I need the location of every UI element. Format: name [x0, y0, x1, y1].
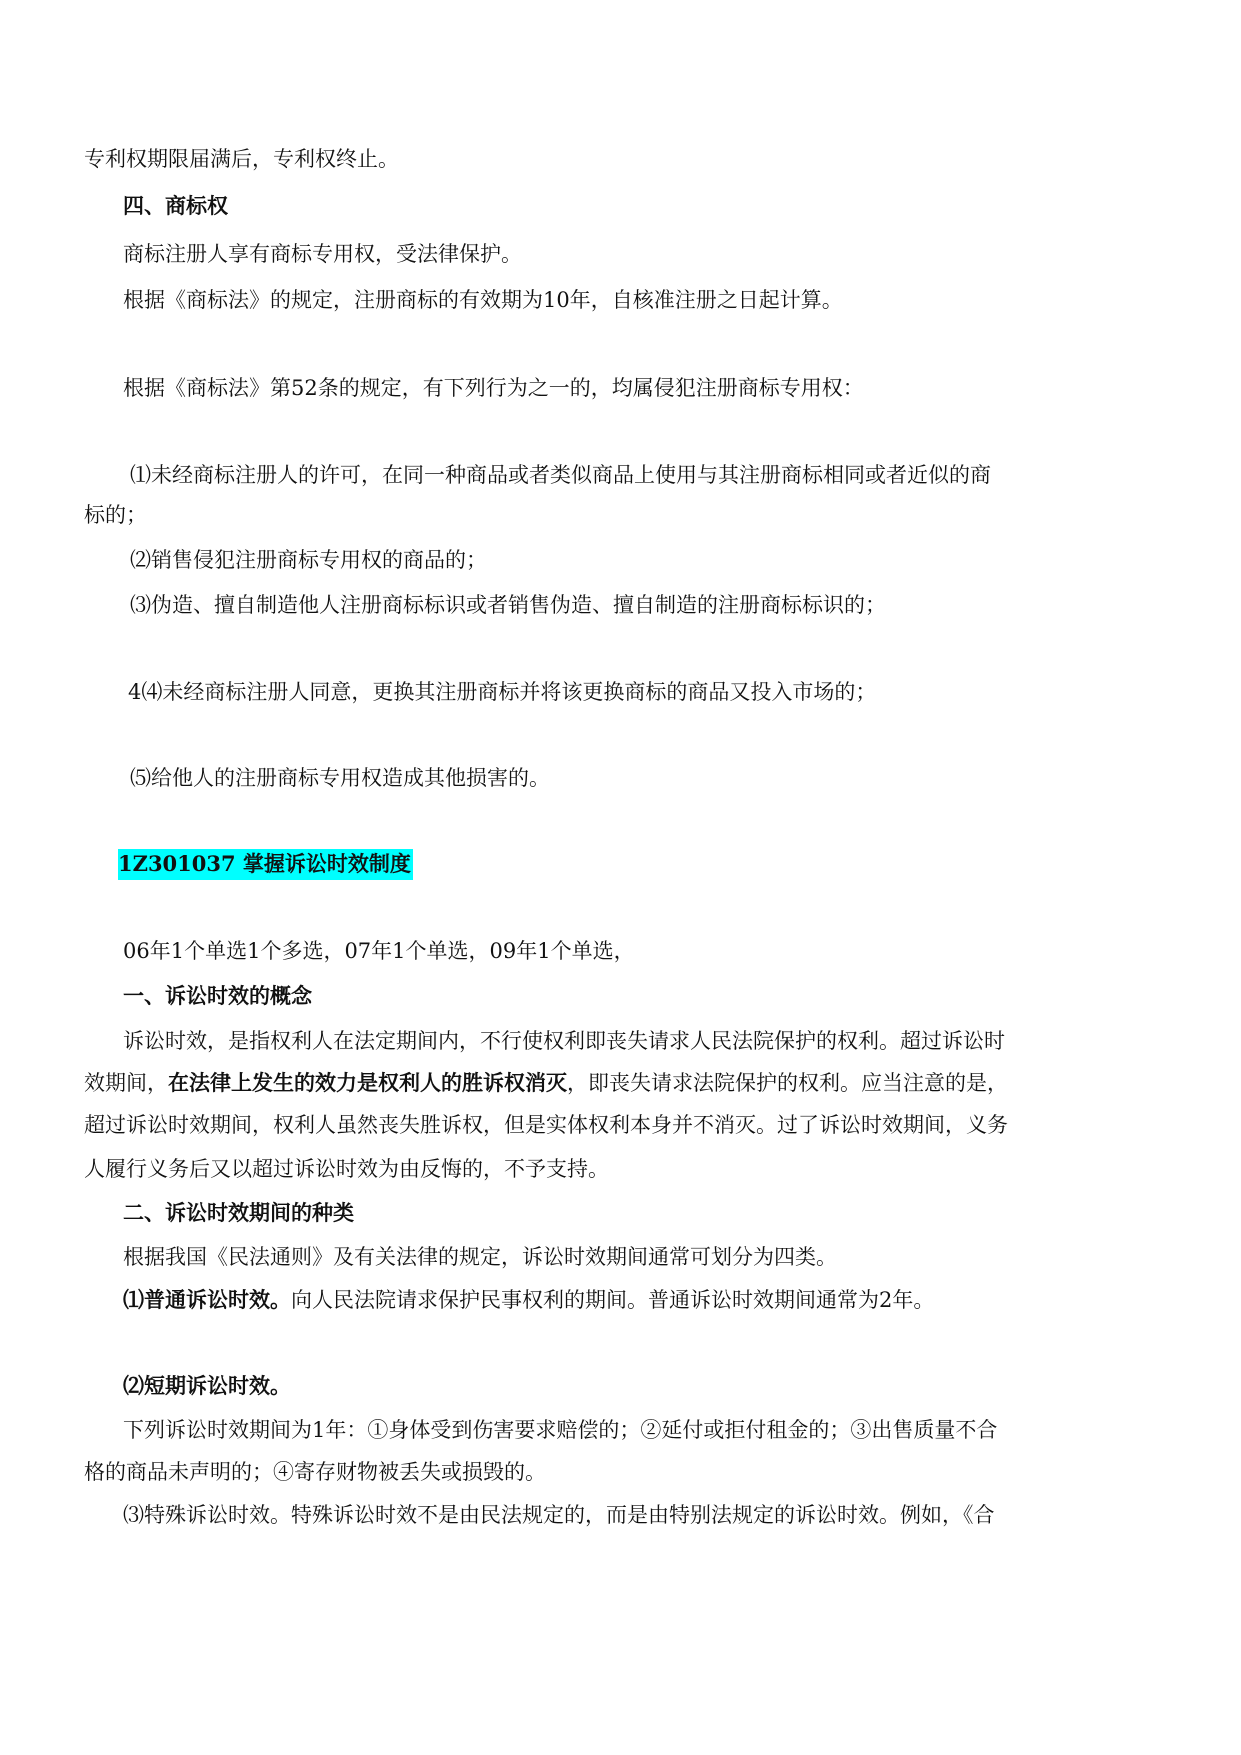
section-heading-trademark: 四、商标权: [123, 193, 228, 218]
paragraph-line: 诉讼时效，是指权利人在法定期间内，不行使权利即丧失请求人民法院保护的权利。超过诉讼时: [123, 1029, 1005, 1053]
paragraph-line: [123, 1285, 934, 1315]
paragraph-line: 下列诉讼时效期间为1年：①身体受到伤害要求赔偿的；②延付或拒付租金的；③出售质量不合: [123, 1418, 998, 1442]
list-item: ⑵销售侵犯注册商标专用权的商品的；: [130, 548, 487, 572]
section-heading-types: 二、诉讼时效期间的种类: [123, 1200, 354, 1225]
list-item: ⑶伪造、擅自制造他人注册商标标识或者销售伪造、擅自制造的注册商标标识的；: [130, 593, 886, 617]
bold-text-segment: 在法律上发生的效力是权利人的胜诉权消灭: [168, 1070, 567, 1095]
paragraph-line: 格的商品未声明的；④寄存财物被丢失或损毁的。: [84, 1460, 546, 1484]
highlighted-title-text: 1Z301037 掌握诉讼时效制度: [118, 849, 413, 880]
paragraph-line: ⑶特殊诉讼时效。特殊诉讼时效不是由民法规定的，而是由特别法规定的诉讼时效。例如，《合: [123, 1503, 995, 1527]
list-item-continuation: 标的；: [84, 503, 147, 527]
paragraph-line: 商标注册人享有商标专用权，受法律保护。: [123, 242, 522, 266]
list-item: ⑴未经商标注册人的许可，在同一种商品或者类似商品上使用与其注册商标相同或者近似的商: [130, 463, 991, 487]
paragraph-line: 根据《商标法》第52条的规定，有下列行为之一的，均属侵犯注册商标专用权：: [123, 376, 864, 400]
section-heading-concept: 一、诉讼时效的概念: [123, 983, 312, 1008]
paragraph-line: [84, 1068, 1008, 1098]
paragraph-line: 06年1个单选1个多选，07年1个单选，09年1个单选，: [123, 939, 635, 963]
paragraph-line: 超过诉讼时效期间，权利人虽然丧失胜诉权，但是实体权利本身并不消灭。过了诉讼时效期间，义务: [84, 1113, 1008, 1137]
subheading-short-term: ⑵短期诉讼时效。: [123, 1373, 291, 1398]
text-segment: 向人民法院请求保护民事权利的期间。普通诉讼时效期间通常为2年。: [291, 1288, 935, 1312]
highlighted-section-title: [118, 849, 413, 879]
list-item: ⑸给他人的注册商标专用权造成其他损害的。: [130, 766, 550, 790]
text-segment: ，即丧失请求法院保护的权利。应当注意的是，: [567, 1071, 1008, 1095]
bold-text-segment: ⑴普通诉讼时效。: [123, 1287, 291, 1312]
paragraph-line: 根据我国《民法通则》及有关法律的规定，诉讼时效期间通常可划分为四类。: [123, 1245, 837, 1269]
list-item: 4⑷未经商标注册人同意，更换其注册商标并将该更换商标的商品又投入市场的；: [128, 680, 877, 704]
text-segment: 效期间，: [84, 1071, 168, 1095]
paragraph-line: 人履行义务后又以超过诉讼时效为由反悔的，不予支持。: [84, 1157, 609, 1181]
paragraph-line: 根据《商标法》的规定，注册商标的有效期为10年，自核准注册之日起计算。: [123, 288, 843, 312]
paragraph-line: 专利权期限届满后，专利权终止。: [84, 147, 399, 171]
